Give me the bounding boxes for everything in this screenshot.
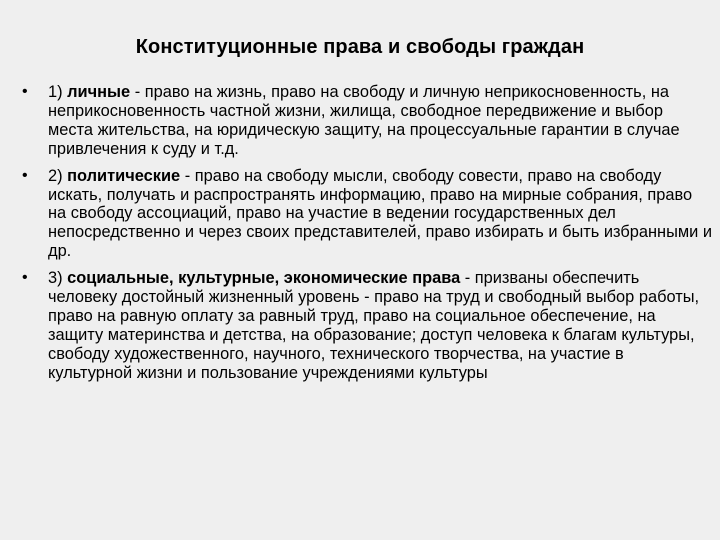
slide-title: Конституционные права и свободы граждан xyxy=(135,36,585,58)
item-term: социальные, культурные, экономические права xyxy=(67,269,461,288)
bullet-icon: • xyxy=(22,269,28,287)
item-text: - право на свободу мысли, свободу совести, право на свободу искать, получать и распространять информацию, право на мирные собрания, право на свободу ассоциаций, право на участие в ведении государственных дел непосредственно и через своих представителей, право избирать и быть избранными и др. xyxy=(48,166,712,261)
list-item-political-rights xyxy=(22,167,712,262)
item-number: 3) xyxy=(48,269,68,288)
item-text: - призваны обеспечить человеку достойный жизненный уровень - право на труд и свободный выбор работы, право на равную оплату за равный труд, право на социальное обеспечение, на защиту материнства и детства, на образование; доступ человека к благам культуры, свободу художественного, научного, технического творчества, на участие в культурной жизни и пользование учреждениями культуры xyxy=(48,269,700,382)
bullet-icon: • xyxy=(22,83,28,100)
list-item-personal-rights xyxy=(22,83,712,159)
item-number: 2) xyxy=(48,166,68,185)
item-term: политические xyxy=(67,166,181,185)
rights-list xyxy=(22,83,712,391)
item-text: - право на жизнь, право на свободу и личную неприкосновенность, на неприкосновенность частной жизни, жилища, свободное передвижение и выбор места жительства, на юридическую защиту, на процессуальные гарантии в случае привлечения к суду и т.д. xyxy=(48,83,680,158)
item-term: личные xyxy=(67,83,131,101)
bullet-icon: • xyxy=(22,166,28,184)
list-item-social-rights xyxy=(22,269,712,382)
item-number: 1) xyxy=(48,83,68,101)
